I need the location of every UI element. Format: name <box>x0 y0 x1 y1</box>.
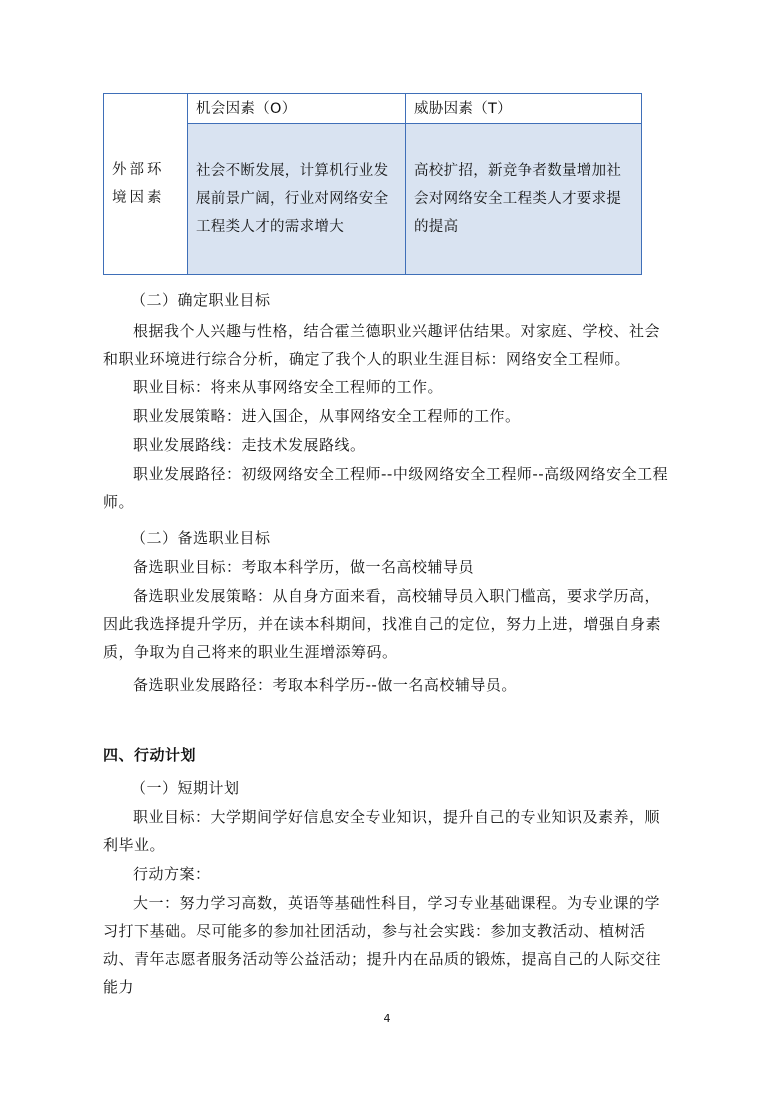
section-title-career-goal: （二）确定职业目标 <box>131 291 271 309</box>
paragraph-career-target: 职业目标：将来从事网络安全工程师的工作。 <box>133 378 444 396</box>
row-label-external: 外部环境因素 <box>104 94 188 275</box>
threat-cell: 高校扩招，新竞争者数量增加社会对网络安全工程类人才要求提的提高 <box>406 124 642 275</box>
paragraph-alternate-strategy: 备选职业发展策略：从自身方面来看，高校辅导员入职门槛高，要求学历高，因此我选择提升学历，并在读本科期间，找准自己的定位，努力上进，增强自身素质，争取为自己将来的职业生涯增添筹码。 <box>103 587 662 661</box>
paragraph-career-strategy: 职业发展策略：进入国企，从事网络安全工程师的工作。 <box>133 407 521 425</box>
threat-header: 威胁因素（T） <box>406 94 642 124</box>
paragraph-career-route: 职业发展路线：走技术发展路线。 <box>133 436 366 454</box>
paragraph-short-term-goal: 职业目标：大学期间学好信息安全专业知识，提升自己的专业知识及素养，顺利毕业。 <box>103 808 661 854</box>
paragraph-freshman-plan: 大一：努力学习高数，英语等基础性科目，学习专业基础课程。为专业课的学习打下基础。尽可能多的参加社团活动，参与社会实践：参加支教活动、植树活动、青年志愿者服务活动等公益活动；提升内在品质的锻炼，提高自己的人际交往能力 <box>103 894 662 996</box>
paragraph-career-path: 职业发展路径：初级网络安全工程师--中级网络安全工程师--高级网络安全工程师。 <box>103 465 669 511</box>
paragraph-career-analysis: 根据我个人兴趣与性格，结合霍兰德职业兴趣评估结果。对家庭、学校、社会和职业环境进行综合分析，确定了我个人的职业生涯目标：网络安全工程师。 <box>103 322 661 368</box>
paragraph-alternate-target: 备选职业目标：考取本科学历，做一名高校辅导员 <box>133 558 475 576</box>
section-title-short-term: （一）短期计划 <box>131 779 240 797</box>
section-title-alternate-goal: （二）备选职业目标 <box>131 529 271 547</box>
heading-action-plan: 四、行动计划 <box>103 746 197 764</box>
swot-table <box>103 93 642 275</box>
paragraph-alternate-path: 备选职业发展路径：考取本科学历--做一名高校辅导员。 <box>133 676 517 694</box>
paragraph-action-scheme: 行动方案： <box>133 865 211 883</box>
page-number: 4 <box>383 1012 391 1025</box>
opportunity-header: 机会因素（O） <box>188 94 406 124</box>
opportunity-cell: 社会不断发展，计算机行业发展前景广阔，行业对网络安全工程类人才的需求增大 <box>188 124 406 275</box>
